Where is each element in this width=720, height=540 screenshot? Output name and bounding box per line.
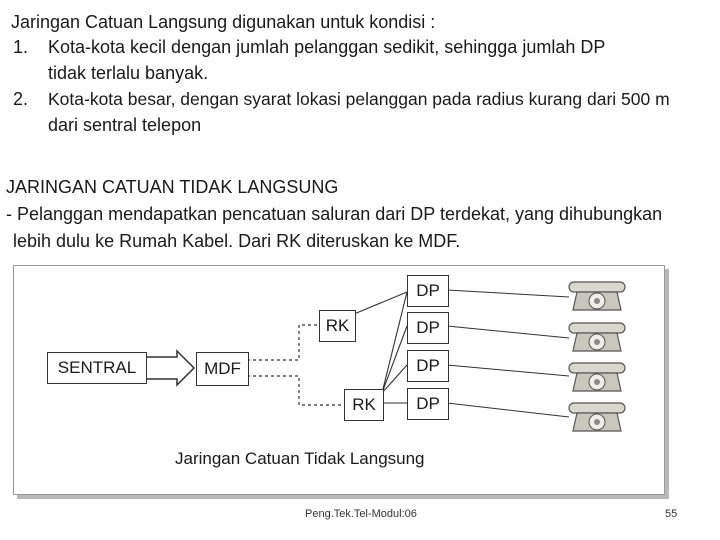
rk-bottom-box: RK [344, 389, 384, 421]
footer-label: Peng.Tek.Tel-Modul:06 [305, 508, 417, 520]
section-heading: JARINGAN CATUAN TIDAK LANGSUNG [6, 177, 339, 197]
dp-box-4: DP [407, 388, 449, 420]
dp-box-3: DP [407, 350, 449, 382]
rk-top-box: RK [319, 310, 356, 342]
rk-top-to-dp-line [354, 292, 407, 314]
telephone-icon [569, 403, 625, 431]
intro-text: Jaringan Catuan Langsung digunakan untuk kondisi : [11, 12, 436, 32]
paragraph-line2: lebih dulu ke Rumah Kabel. Dari RK diteruskan ke MDF. [13, 231, 461, 251]
diagram-caption: Jaringan Catuan Tidak Langsung [175, 449, 425, 468]
list-number-2: 2. [13, 89, 29, 109]
telephone-icon [569, 323, 625, 351]
dp-box-2: DP [407, 312, 449, 344]
sentral-to-mdf-arrow [145, 351, 194, 385]
telephone-icon [569, 363, 625, 391]
mdf-to-rk-bottom-line [247, 376, 344, 405]
list-number-1: 1. [13, 37, 29, 57]
dp-box-1: DP [407, 275, 449, 307]
page-number: 55 [665, 508, 678, 520]
network-diagram [13, 265, 665, 495]
list-item-1-line2: tidak terlalu banyak. [48, 63, 209, 83]
list-item-2-line1: Kota-kota besar, dengan syarat lokasi pelanggan pada radius kurang dari 500 m [48, 89, 670, 109]
sentral-box: SENTRAL [47, 352, 147, 384]
list-item-2-line2: dari sentral telepon [48, 115, 202, 135]
list-item-1-line1: Kota-kota kecil dengan jumlah pelanggan sedikit, sehingga jumlah DP [48, 37, 606, 57]
paragraph-line1: - Pelanggan mendapatkan pencatuan saluran dari DP terdekat, yang dihubungkan [6, 204, 663, 224]
telephone-icon [569, 282, 625, 310]
mdf-to-rk-top-line [247, 325, 319, 360]
mdf-box: MDF [196, 352, 249, 386]
